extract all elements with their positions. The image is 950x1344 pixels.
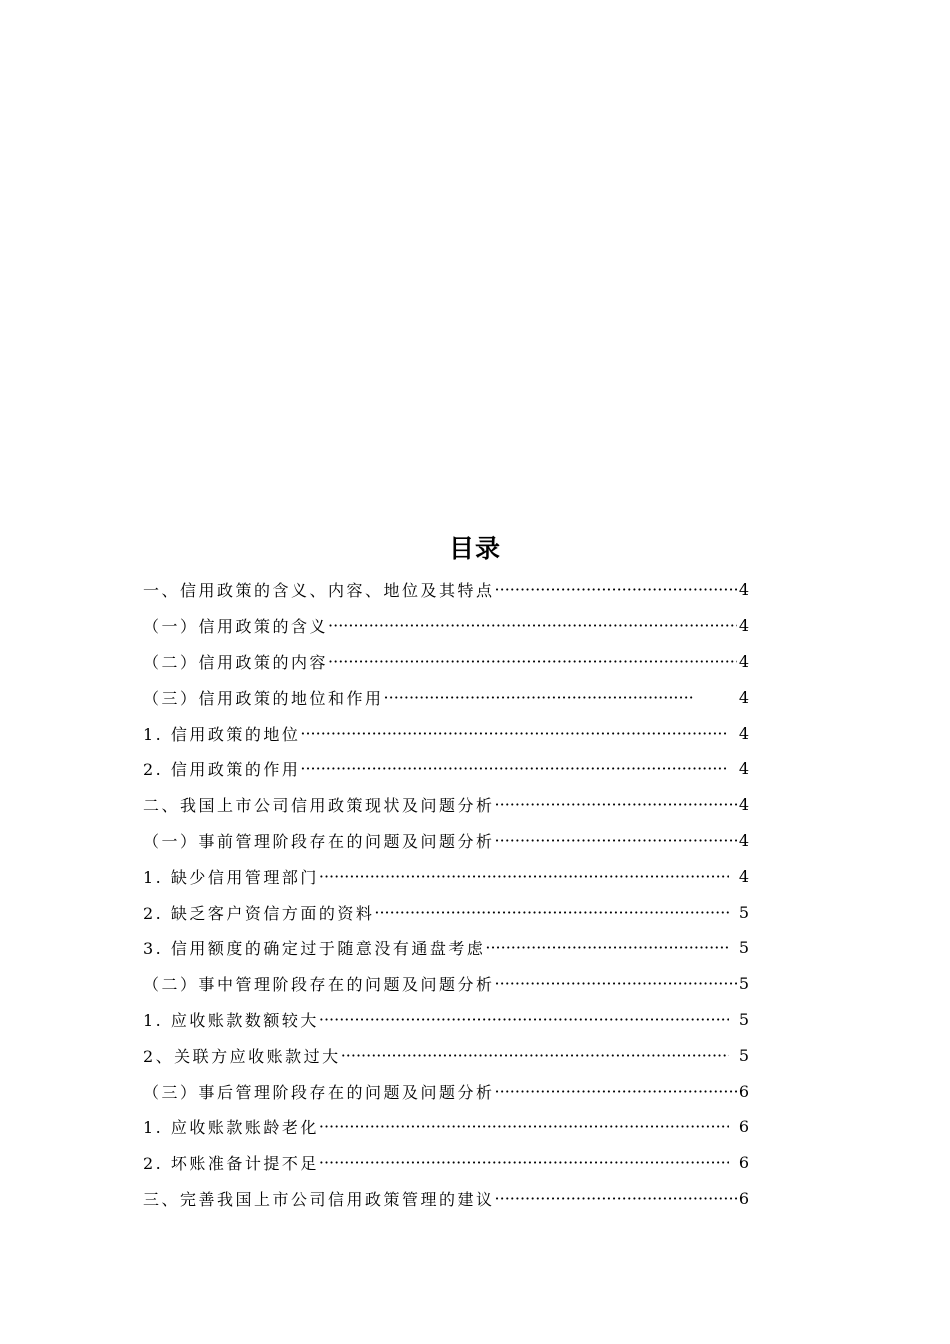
toc-dot-leader bbox=[495, 831, 737, 850]
toc-entry-label: （二）信用政策的内容 bbox=[143, 652, 329, 672]
toc-dot-leader bbox=[485, 938, 728, 957]
toc-entry[interactable] bbox=[143, 823, 749, 859]
toc-entry-label: 二、我国上市公司信用政策现状及问题分析 bbox=[143, 796, 495, 816]
toc-dot-leader bbox=[341, 1046, 729, 1065]
toc-entry-label: 3. 信用额度的确定过于随意没有通盘考虑 bbox=[143, 939, 486, 959]
toc-entry-label: （一）信用政策的含义 bbox=[143, 617, 329, 637]
toc-entry-page: 5 bbox=[738, 1045, 749, 1065]
table-of-contents bbox=[143, 572, 749, 1216]
toc-entry[interactable] bbox=[143, 715, 749, 751]
toc-entry[interactable] bbox=[143, 858, 749, 894]
toc-entry-label: 2. 缺乏客户资信方面的资料 bbox=[143, 903, 375, 923]
toc-entry-page: 4 bbox=[738, 759, 749, 779]
toc-entry-label: 1. 应收账款数额较大 bbox=[143, 1010, 319, 1030]
toc-entry-label: 一、信用政策的含义、内容、地位及其特点 bbox=[143, 581, 495, 601]
toc-entry[interactable] bbox=[143, 608, 749, 644]
toc-entry-page: 4 bbox=[738, 795, 749, 815]
toc-entry-page: 5 bbox=[738, 1009, 749, 1029]
toc-entry[interactable] bbox=[143, 966, 749, 1002]
toc-entry[interactable] bbox=[143, 930, 749, 966]
toc-entry-label: （三）信用政策的地位和作用 bbox=[143, 688, 384, 708]
toc-entry-page: 5 bbox=[738, 974, 749, 994]
toc-dot-leader bbox=[300, 724, 728, 743]
toc-entry-page: 4 bbox=[738, 830, 749, 850]
toc-entry-label: （二）事中管理阶段存在的问题及问题分析 bbox=[143, 975, 495, 995]
toc-entry-page: 6 bbox=[738, 1188, 749, 1208]
toc-entry-label: 2、关联方应收账款过大 bbox=[143, 1046, 341, 1066]
toc-dot-leader bbox=[374, 903, 728, 922]
toc-dot-leader bbox=[319, 867, 729, 886]
toc-entry-label: 三、完善我国上市公司信用政策管理的建议 bbox=[143, 1189, 495, 1209]
toc-dot-leader bbox=[495, 580, 737, 599]
toc-dot-leader bbox=[300, 759, 728, 778]
toc-entry[interactable] bbox=[143, 787, 749, 823]
toc-entry-page: 6 bbox=[738, 1153, 749, 1173]
toc-entry-label: （一）事前管理阶段存在的问题及问题分析 bbox=[143, 831, 495, 851]
toc-entry-page: 4 bbox=[738, 580, 749, 600]
toc-dot-leader bbox=[495, 1189, 737, 1208]
toc-entry-label: 1. 应收账款账龄老化 bbox=[143, 1118, 319, 1138]
toc-entry-page: 6 bbox=[738, 1117, 749, 1137]
toc-entry[interactable] bbox=[143, 1109, 749, 1145]
toc-entry-label: 2. 信用政策的作用 bbox=[143, 760, 301, 780]
toc-entry[interactable] bbox=[143, 1002, 749, 1038]
toc-entry-page: 4 bbox=[738, 687, 749, 707]
toc-entry-label: （三）事后管理阶段存在的问题及问题分析 bbox=[143, 1082, 495, 1102]
toc-dot-leader bbox=[328, 652, 737, 671]
toc-entry[interactable] bbox=[143, 1037, 749, 1073]
toc-entry-page: 4 bbox=[738, 651, 749, 671]
toc-entry-page: 4 bbox=[738, 723, 749, 743]
toc-entry[interactable] bbox=[143, 1073, 749, 1109]
toc-entry-page: 5 bbox=[738, 902, 749, 922]
toc-dot-leader bbox=[495, 1082, 737, 1101]
toc-entry-label: 2. 坏账准备计提不足 bbox=[143, 1154, 319, 1174]
toc-title: 目录 bbox=[448, 534, 501, 563]
toc-entry[interactable] bbox=[143, 1145, 749, 1181]
toc-entry[interactable] bbox=[143, 894, 749, 930]
toc-dot-leader bbox=[319, 1117, 729, 1136]
toc-dot-leader bbox=[319, 1153, 729, 1172]
toc-entry[interactable] bbox=[143, 644, 749, 680]
toc-dot-leader bbox=[495, 974, 737, 993]
toc-dot-leader bbox=[384, 688, 694, 707]
toc-entry[interactable] bbox=[143, 751, 749, 787]
toc-dot-leader bbox=[328, 616, 737, 635]
toc-entry[interactable] bbox=[143, 572, 749, 608]
toc-dot-leader bbox=[495, 795, 737, 814]
toc-entry[interactable] bbox=[143, 1181, 749, 1217]
toc-entry-page: 5 bbox=[738, 938, 749, 958]
toc-entry-page: 6 bbox=[738, 1081, 749, 1101]
toc-entry-page: 4 bbox=[738, 866, 749, 886]
toc-entry-label: 1. 信用政策的地位 bbox=[143, 724, 301, 744]
toc-entry-label: 1. 缺少信用管理部门 bbox=[143, 867, 319, 887]
toc-entry[interactable] bbox=[143, 679, 749, 715]
toc-entry-page: 4 bbox=[738, 616, 749, 636]
toc-dot-leader bbox=[319, 1010, 729, 1029]
